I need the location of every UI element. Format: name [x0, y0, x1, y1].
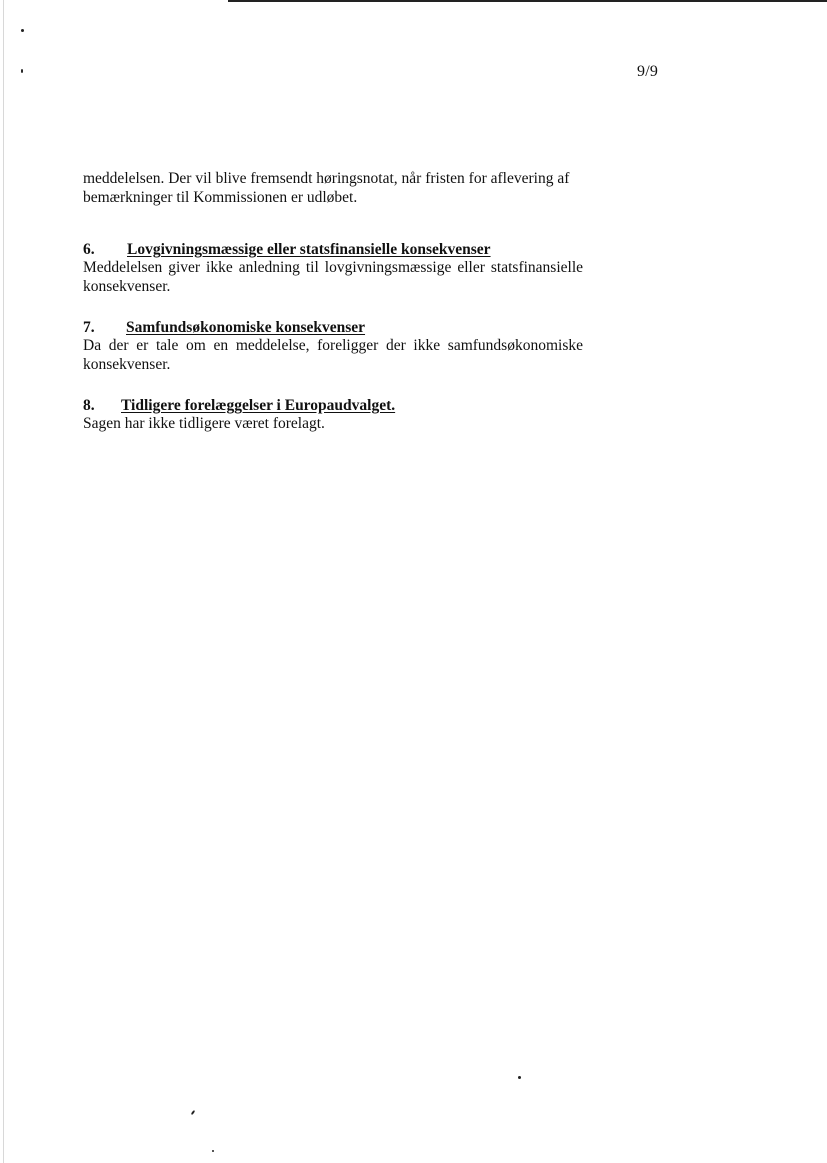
intro-paragraph: meddelelsen. Der vil blive fremsendt høringsnotat, når fristen for aflevering af bemærkninger til Kommissionen er udløbet. [83, 170, 570, 206]
section-8 [83, 397, 583, 434]
section-text: Meddelelsen giver ikke anledning til lovgivningsmæssige eller statsfinansielle konsekvenser. [83, 259, 583, 295]
section-heading [83, 397, 583, 415]
section-7 [83, 319, 583, 374]
page-number: 9/9 [637, 63, 659, 80]
document-body [83, 170, 583, 434]
section-text: Sagen har ikke tidligere været forelagt. [83, 415, 325, 432]
scan-speck [518, 1076, 521, 1079]
section-text: Da der er tale om en meddelelse, foreligger der ikke samfundsøkonomiske konsekvenser. [83, 337, 583, 373]
section-title: Samfundsøkonomiske konsekvenser [126, 319, 366, 336]
section-heading [83, 319, 583, 337]
top-scan-rule [228, 0, 827, 2]
section-number: 6. [83, 241, 95, 258]
section-heading [83, 241, 583, 259]
scan-speck [21, 69, 23, 73]
scan-speck [191, 1110, 196, 1115]
section-title: Tidligere forelæggelser i Europaudvalget. [121, 397, 396, 414]
section-number: 8. [83, 397, 95, 414]
scan-speck [21, 29, 24, 32]
section-6 [83, 241, 583, 296]
section-title: Lovgivningsmæssige eller statsfinansielle konsekvenser [127, 241, 491, 258]
scan-speck [212, 1150, 214, 1152]
left-scan-edge [3, 0, 4, 1163]
section-number: 7. [83, 319, 95, 336]
